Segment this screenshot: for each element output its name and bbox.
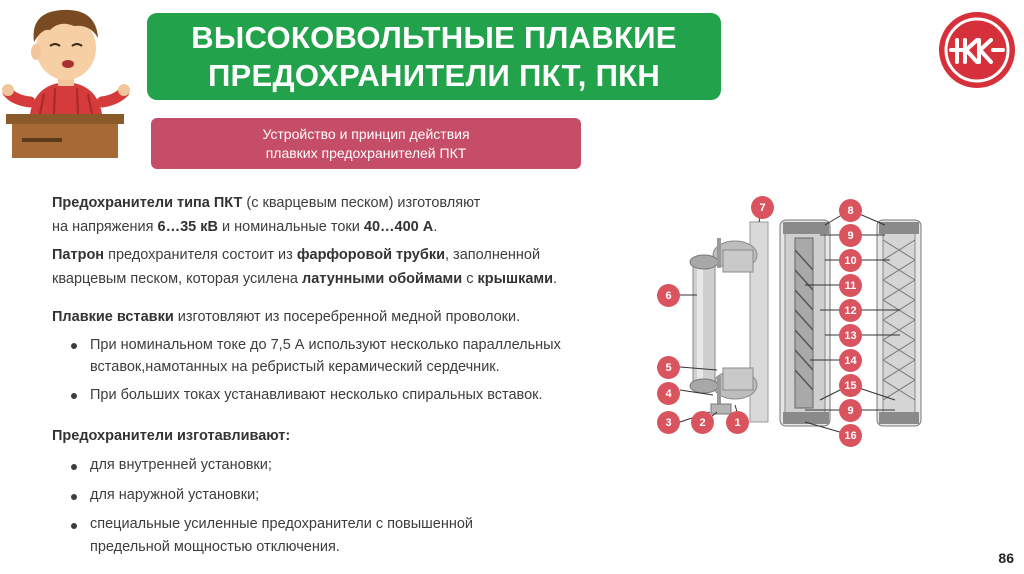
title-line-2: ПРЕДОХРАНИТЕЛИ ПКТ, ПКН <box>207 57 661 93</box>
callout-6: 6 <box>657 284 680 307</box>
page-number: 86 <box>998 550 1014 566</box>
current-range: 40…400 А <box>363 219 434 235</box>
bullet-icon <box>71 523 77 529</box>
subtitle-banner <box>151 118 581 169</box>
paragraph-3: Плавкие вставки изготовляют из посеребренной медной проволоки. <box>52 309 521 325</box>
bullet-5-line-2: предельной мощностью отключения. <box>90 539 340 555</box>
callout-15: 15 <box>839 374 862 397</box>
bullet-icon <box>71 494 77 500</box>
callout-7: 7 <box>751 196 774 219</box>
bullet-2: При больших токах устанавливают несколько спиральных вставок. <box>90 387 543 403</box>
callout-5: 5 <box>657 356 680 379</box>
callout-9b: 9 <box>839 399 862 422</box>
callout-13: 13 <box>839 324 862 347</box>
callout-4: 4 <box>657 382 680 405</box>
bullet-5-line-1: специальные усиленные предохранители с повышенной <box>90 516 474 532</box>
title-banner <box>147 13 721 100</box>
voltage-range: 6…35 кВ <box>157 219 218 235</box>
bullet-1-line-1: При номинальном токе до 7,5 А используют несколько параллельных <box>90 337 561 353</box>
subtitle-line-1: Устройство и принцип действия <box>262 125 470 142</box>
fuse-diagram <box>655 190 925 450</box>
callout-8: 8 <box>839 199 862 222</box>
callout-14: 14 <box>839 349 862 372</box>
callout-10: 10 <box>839 249 862 272</box>
paragraph-1-line-1: Предохранители типа ПКТ (с кварцевым песком) изготовляют <box>52 195 481 211</box>
callout-16: 16 <box>839 424 862 447</box>
paragraph-2-line-2: кварцевым песком, которая усилена латунными обоймами с крышками. <box>52 271 558 287</box>
bullet-icon <box>71 393 77 399</box>
callout-2: 2 <box>691 411 714 434</box>
term-pkt: Предохранители типа ПКТ <box>52 195 243 211</box>
teacher-character-icon <box>0 2 132 160</box>
callout-9: 9 <box>839 224 862 247</box>
bullet-4: для наружной установки; <box>90 487 260 503</box>
bullet-3: для внутренней установки; <box>90 457 272 473</box>
callout-12: 12 <box>839 299 862 322</box>
bullet-1-line-2: вставок,намотанных на ребристый керамический сердечник. <box>90 359 500 375</box>
pkt-logo-icon <box>937 10 1017 90</box>
callout-1: 1 <box>726 411 749 434</box>
bullet-icon <box>71 464 77 470</box>
subtitle-line-2: плавких предохранителей ПКТ <box>265 144 467 161</box>
bullet-icon <box>71 343 77 349</box>
callout-11: 11 <box>839 274 862 297</box>
paragraph-2-line-1: Патрон предохранителя состоит из фарфоровой трубки, заполненной <box>52 247 541 263</box>
callout-3: 3 <box>657 411 680 434</box>
paragraph-1-line-2: на напряжения 6…35 кВ и номинальные токи 40…400 А. <box>52 219 438 235</box>
paragraph-4-heading: Предохранители изготавливают: <box>52 428 291 444</box>
title-line-1: ВЫСОКОВОЛЬТНЫЕ ПЛАВКИЕ <box>191 19 677 55</box>
